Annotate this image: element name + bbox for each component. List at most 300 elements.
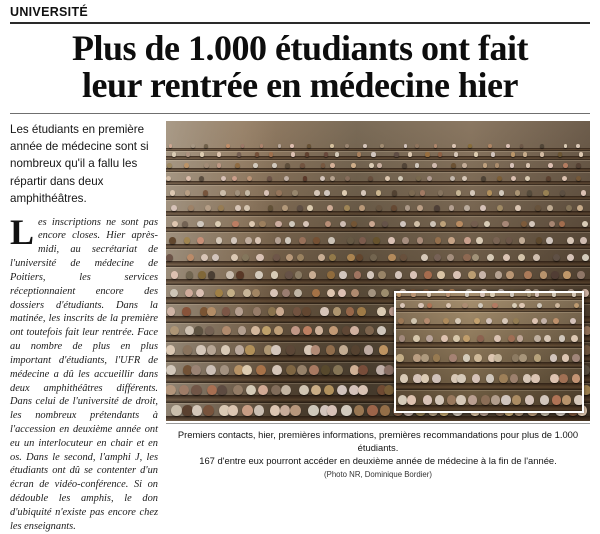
person xyxy=(188,205,194,211)
person xyxy=(289,221,295,228)
person xyxy=(527,292,531,297)
person xyxy=(292,190,297,196)
person xyxy=(186,152,190,156)
person xyxy=(361,190,366,196)
headline-divider xyxy=(10,113,590,114)
person xyxy=(258,385,268,396)
seat-row xyxy=(166,244,590,249)
person xyxy=(365,326,374,335)
seat-row xyxy=(166,279,590,285)
person xyxy=(196,289,204,297)
seat-row xyxy=(166,227,590,232)
person xyxy=(562,176,567,181)
person xyxy=(574,303,579,308)
person xyxy=(574,395,583,405)
person xyxy=(290,405,301,416)
person xyxy=(411,292,415,297)
person xyxy=(376,190,381,196)
person xyxy=(525,395,534,405)
person xyxy=(358,365,368,375)
person xyxy=(368,176,373,181)
person xyxy=(377,326,386,335)
person xyxy=(207,345,216,355)
person xyxy=(359,237,366,244)
person xyxy=(286,365,296,375)
person xyxy=(519,237,526,244)
person xyxy=(564,144,568,148)
person xyxy=(519,303,524,308)
person xyxy=(199,176,204,181)
person xyxy=(249,221,255,228)
person xyxy=(434,254,441,261)
person xyxy=(479,271,487,279)
seat-row xyxy=(166,416,590,421)
person xyxy=(276,307,284,316)
person xyxy=(391,205,397,211)
person xyxy=(327,289,335,297)
person xyxy=(552,395,561,405)
person xyxy=(356,254,363,261)
person xyxy=(384,365,394,375)
person xyxy=(380,405,391,416)
person xyxy=(243,289,251,297)
person xyxy=(354,271,362,279)
person xyxy=(532,318,538,324)
person xyxy=(170,289,178,297)
person xyxy=(221,345,230,355)
person xyxy=(400,254,407,261)
person xyxy=(506,271,514,279)
person xyxy=(242,365,252,375)
seat-row xyxy=(166,181,590,185)
person xyxy=(378,271,386,279)
person xyxy=(464,237,471,244)
person xyxy=(325,221,331,228)
person xyxy=(438,152,442,156)
person xyxy=(432,163,437,168)
person xyxy=(524,271,532,279)
person xyxy=(242,405,253,416)
person xyxy=(333,307,341,316)
person xyxy=(535,292,539,297)
person xyxy=(172,152,176,156)
person xyxy=(295,271,303,279)
seat-row xyxy=(166,156,590,159)
person xyxy=(486,318,492,324)
person xyxy=(559,374,567,383)
person xyxy=(472,374,480,383)
person xyxy=(446,292,450,297)
person xyxy=(463,254,470,261)
person xyxy=(324,385,334,396)
person xyxy=(476,237,483,244)
person xyxy=(371,152,375,156)
person xyxy=(533,254,540,261)
person xyxy=(324,190,329,196)
person xyxy=(457,374,465,383)
person xyxy=(216,237,223,244)
person xyxy=(562,395,571,405)
person xyxy=(185,190,190,196)
person xyxy=(171,271,179,279)
person xyxy=(551,271,559,279)
person xyxy=(503,254,510,261)
person xyxy=(271,271,279,279)
person xyxy=(567,254,574,261)
person xyxy=(256,365,266,375)
person xyxy=(309,271,317,279)
person xyxy=(381,289,389,297)
person xyxy=(328,237,335,244)
person xyxy=(197,237,204,244)
person xyxy=(194,326,203,335)
person xyxy=(205,205,211,211)
person xyxy=(572,374,580,383)
person xyxy=(276,190,281,196)
lead-paragraph xyxy=(10,211,158,534)
person xyxy=(226,271,234,279)
person xyxy=(311,385,321,396)
person xyxy=(221,176,226,181)
person xyxy=(167,307,175,316)
person xyxy=(487,254,494,261)
seat-row xyxy=(166,168,590,172)
person xyxy=(259,221,265,228)
person xyxy=(315,326,324,335)
person xyxy=(255,271,263,279)
person xyxy=(282,205,288,211)
person xyxy=(453,335,460,342)
person xyxy=(474,152,478,156)
person xyxy=(474,354,482,362)
person xyxy=(579,152,583,156)
person xyxy=(235,163,240,168)
person xyxy=(208,271,216,279)
person xyxy=(205,326,214,335)
person xyxy=(171,405,182,416)
person xyxy=(231,237,238,244)
person xyxy=(217,385,227,396)
person xyxy=(227,289,235,297)
person xyxy=(191,144,195,148)
person xyxy=(415,163,420,168)
person xyxy=(231,254,238,261)
person xyxy=(388,254,395,261)
person xyxy=(450,176,455,181)
person xyxy=(187,254,194,261)
person xyxy=(338,289,346,297)
person xyxy=(251,326,260,335)
section-kicker-wrap xyxy=(10,6,590,24)
person xyxy=(490,292,494,297)
person xyxy=(447,254,454,261)
person xyxy=(198,271,206,279)
person xyxy=(357,307,365,316)
person xyxy=(307,144,311,148)
person xyxy=(370,254,377,261)
person xyxy=(256,254,263,261)
person xyxy=(293,307,301,316)
person xyxy=(166,254,173,261)
person xyxy=(420,190,425,196)
person xyxy=(269,152,273,156)
person xyxy=(384,385,394,396)
person xyxy=(255,152,259,156)
person xyxy=(540,271,548,279)
person xyxy=(270,405,281,416)
person xyxy=(477,335,484,342)
person xyxy=(468,144,472,148)
person xyxy=(351,221,357,228)
person xyxy=(185,326,194,335)
seat-row xyxy=(166,196,590,200)
person xyxy=(182,307,190,316)
person xyxy=(297,254,304,261)
person xyxy=(415,144,419,148)
person xyxy=(285,271,293,279)
person xyxy=(540,152,544,156)
section-kicker: UNIVERSITÉ xyxy=(10,5,89,19)
person xyxy=(536,237,543,244)
person xyxy=(329,254,336,261)
person xyxy=(563,271,571,279)
person xyxy=(184,163,189,168)
person xyxy=(512,395,521,405)
person xyxy=(275,237,282,244)
person xyxy=(166,365,176,375)
person xyxy=(425,152,429,156)
person xyxy=(451,163,456,168)
person xyxy=(346,307,354,316)
person xyxy=(192,405,203,416)
person xyxy=(491,152,495,156)
person xyxy=(271,345,280,355)
person xyxy=(367,405,378,416)
person xyxy=(358,385,368,396)
person xyxy=(235,307,243,316)
person xyxy=(212,254,219,261)
person xyxy=(314,190,319,196)
person xyxy=(562,354,570,362)
person xyxy=(566,205,572,211)
person xyxy=(170,326,179,335)
person xyxy=(368,289,376,297)
person xyxy=(472,254,479,261)
person xyxy=(339,345,348,355)
person xyxy=(203,190,208,196)
person xyxy=(350,326,359,335)
person xyxy=(340,221,346,228)
person xyxy=(285,237,292,244)
caption-divider xyxy=(166,423,590,424)
person xyxy=(510,374,518,383)
person xyxy=(413,354,421,362)
person xyxy=(432,374,440,383)
person xyxy=(299,385,309,396)
person xyxy=(270,289,278,297)
person xyxy=(166,345,175,355)
person xyxy=(326,345,335,355)
headline-line-1: Plus de 1.000 étudiants ont fait xyxy=(71,27,529,68)
person xyxy=(576,176,581,181)
person xyxy=(228,405,239,416)
person xyxy=(515,205,521,211)
person xyxy=(499,374,507,383)
person xyxy=(320,307,328,316)
person xyxy=(465,292,469,297)
person xyxy=(203,405,214,416)
person xyxy=(523,374,531,383)
text-column xyxy=(10,121,158,534)
person xyxy=(215,221,221,228)
person xyxy=(410,271,418,279)
person xyxy=(550,374,558,383)
person xyxy=(402,237,409,244)
caption-line-1: Premiers contacts, hier, premières informations, premières recommandations pour plus de 1.000 étudiants. xyxy=(177,428,579,453)
person xyxy=(437,271,445,279)
person xyxy=(311,345,320,355)
person xyxy=(185,289,193,297)
person xyxy=(518,254,525,261)
person xyxy=(394,152,398,156)
person xyxy=(421,374,429,383)
person xyxy=(222,326,231,335)
person xyxy=(567,237,574,244)
person xyxy=(222,307,230,316)
person xyxy=(499,190,504,196)
person xyxy=(246,385,256,396)
person xyxy=(271,385,281,396)
person xyxy=(333,365,343,375)
person xyxy=(558,152,562,156)
person xyxy=(286,254,293,261)
person xyxy=(245,190,250,196)
person xyxy=(563,163,568,168)
person xyxy=(408,152,412,156)
person xyxy=(577,271,585,279)
person xyxy=(351,345,360,355)
person xyxy=(167,163,172,168)
person xyxy=(238,326,247,335)
person xyxy=(364,345,373,355)
person xyxy=(543,190,548,196)
person xyxy=(272,163,277,168)
person xyxy=(254,405,265,416)
person xyxy=(512,354,520,362)
person xyxy=(207,307,215,316)
photo-caption xyxy=(166,428,590,480)
person xyxy=(540,144,544,148)
person xyxy=(347,237,354,244)
person xyxy=(430,221,436,228)
person xyxy=(576,163,581,168)
person xyxy=(468,395,477,405)
person xyxy=(380,144,384,148)
person xyxy=(392,190,397,196)
person xyxy=(204,163,209,168)
person xyxy=(179,385,189,396)
person xyxy=(417,237,424,244)
person xyxy=(379,345,388,355)
person xyxy=(523,152,527,156)
person xyxy=(546,237,553,244)
person xyxy=(480,292,484,297)
person xyxy=(367,271,375,279)
person xyxy=(280,405,291,416)
person xyxy=(220,190,225,196)
seat-row xyxy=(396,296,582,300)
person xyxy=(388,237,395,244)
lead-body-text: es inscriptions ne sont pas encore closes. Hier après-midi, au secrétariat de l'université de médecine de Poitiers, les services réceptionnaient encore des dossiers d'étudiants. Dans la matinée, les inscrits de la première ont toutefois fait leur rentrée. Face au nombre de plus en plus important d'étudiants, l'UFR de médecine a dû les accueillir dans deux amphithéâtres différents. Dans celui de l'université de droit, les nombreux prétendants à l'accession en deuxième année ont eu un interlocuteur en chair et en os. Dans le second, l'amphi J, les étudiants ont dû se contenter d'un écran de vidéo-conférence. Si on dédouble les amphis, le don d'ubiquité n'existe pas encore chez les enseignants. xyxy=(10,216,158,532)
person xyxy=(471,221,477,228)
person xyxy=(502,221,508,228)
person xyxy=(232,221,238,228)
person xyxy=(462,303,467,308)
person xyxy=(184,237,191,244)
person xyxy=(447,395,456,405)
seat-row xyxy=(166,148,590,151)
seat-row xyxy=(396,362,582,368)
person xyxy=(337,385,347,396)
person xyxy=(264,190,269,196)
person xyxy=(369,163,374,168)
person xyxy=(275,221,281,228)
drop-cap: L xyxy=(10,211,35,252)
person xyxy=(515,190,520,196)
person xyxy=(540,395,549,405)
person xyxy=(201,254,208,261)
person xyxy=(484,221,490,228)
person xyxy=(576,144,580,148)
seat-row xyxy=(166,211,590,216)
person xyxy=(519,354,527,362)
person xyxy=(253,307,261,316)
person xyxy=(421,254,428,261)
person xyxy=(237,152,241,156)
person xyxy=(308,405,319,416)
person xyxy=(548,163,553,168)
person xyxy=(506,237,513,244)
caption-line-2: 167 d'entre eux pourront accéder en deuxième année de médecine à la fin de l'année. xyxy=(199,455,557,467)
person xyxy=(294,289,302,297)
person xyxy=(170,190,175,196)
page-title xyxy=(10,27,590,106)
person xyxy=(236,271,244,279)
person xyxy=(226,144,230,148)
person xyxy=(493,237,500,244)
person xyxy=(527,190,532,196)
person xyxy=(272,365,282,375)
media-column xyxy=(166,121,590,480)
person xyxy=(552,292,556,297)
seat-row xyxy=(166,261,590,267)
person xyxy=(396,354,404,362)
person xyxy=(329,326,338,335)
person xyxy=(309,365,319,375)
person xyxy=(354,405,365,416)
seat-row xyxy=(396,405,582,413)
person xyxy=(182,221,188,228)
person xyxy=(351,163,356,168)
person xyxy=(274,326,283,335)
person xyxy=(297,205,303,211)
person xyxy=(511,152,515,156)
person xyxy=(217,152,221,156)
person xyxy=(324,152,328,156)
person xyxy=(206,365,216,375)
person xyxy=(303,221,309,228)
person xyxy=(200,152,204,156)
